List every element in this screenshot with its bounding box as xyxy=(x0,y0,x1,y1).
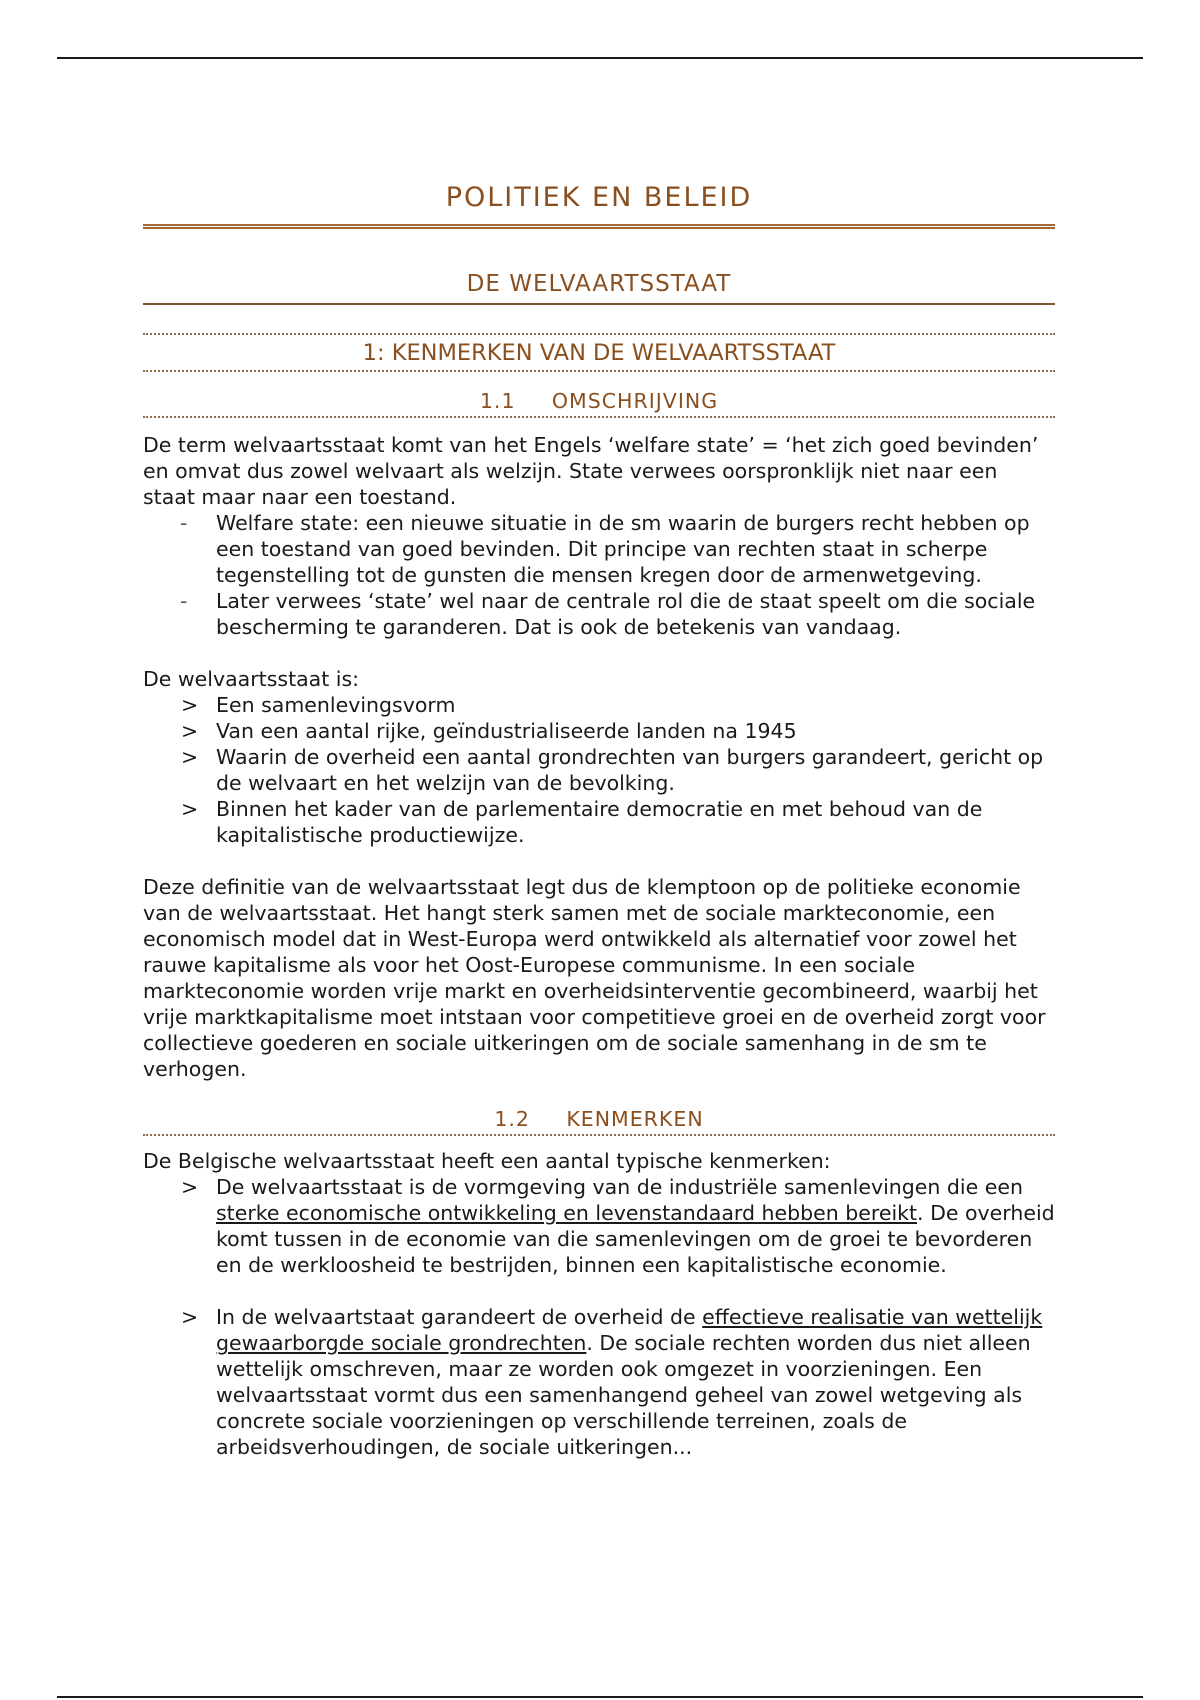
list-item: - Later verwees ‘state’ wel naar de centrale rol die de staat speelt om die sociale bescherming te garanderen. Dat is ook de betekenis van vandaag. xyxy=(180,589,1036,639)
definition-list xyxy=(143,692,1055,848)
section-number: 1.2 xyxy=(494,1107,530,1131)
section-heading-omschrijving xyxy=(143,388,1055,418)
arrow-bullet: > xyxy=(181,719,199,743)
list-item: > Waarin de overheid een aantal grondrechten van burgers garandeert, gericht op de welvaart en het welzijn van de bevolking. xyxy=(181,745,1044,795)
page-bottom-rule xyxy=(57,1696,1143,1698)
dash-bullet: - xyxy=(180,589,188,613)
section-heading-kenmerken xyxy=(143,1106,1055,1136)
document-title: POLITIEK EN BELEID xyxy=(143,180,1055,229)
list-item: > Een samenlevingsvorm xyxy=(181,693,456,717)
list-item: > Van een aantal rijke, geïndustrialiseerde landen na 1945 xyxy=(181,719,797,743)
dash-list xyxy=(143,510,1055,640)
document-body xyxy=(143,180,1055,1460)
document-subtitle: DE WELVAARTSSTAAT xyxy=(143,269,1055,305)
definition-lead: De welvaartsstaat is: xyxy=(143,667,360,691)
kenmerken-lead: De Belgische welvaartsstaat heeft een aantal typische kenmerken: xyxy=(143,1149,831,1173)
underlined-phrase: sterke economische ontwikkeling en levenstandaard hebben bereikt xyxy=(216,1201,918,1225)
arrow-bullet: > xyxy=(181,693,199,717)
section-title: OMSCHRIJVING xyxy=(551,389,719,413)
arrow-bullet: > xyxy=(181,1305,199,1329)
arrow-bullet: > xyxy=(181,1175,199,1199)
section-number: 1.1 xyxy=(479,389,516,413)
list-item: > De welvaartsstaat is de vormgeving van de industriële samenlevingen die een sterke economische ontwikkeling en levenstandaard hebben bereikt. De overheid komt tussen in de economie van die samenlevingen om de groei te bevorderen en de werkloosheid te bestrijden, binnen een kapitalistische economie. xyxy=(181,1175,1055,1277)
kenmerken-list xyxy=(143,1174,1055,1460)
page-top-rule xyxy=(57,57,1143,59)
section-title: KENMERKEN xyxy=(566,1107,704,1131)
definition-explanation: Deze definitie van de welvaartsstaat legt dus de klemptoon op de politieke economie van de welvaartsstaat. Het hangt sterk samen met de sociale markteconomie, een economisch model dat in West-Europa werd ontwikkeld als alternatief voor zowel het rauwe kapitalisme als voor het Oost-Europese communisme. In een sociale markteconomie worden vrije markt en overheidsinterventie gecombineerd, waarbij het vrije marktkapitalisme moet intstaan voor competitieve groei en de overheid zorgt voor collectieve goederen en sociale uitkeringen om de sociale samenhang in de sm te verhogen. xyxy=(143,875,1046,1081)
underlined-phrase: effectieve realisatie van wettelijk gewaarborgde sociale grondrechten xyxy=(216,1305,1043,1355)
list-item: > Binnen het kader van de parlementaire democratie en met behoud van de kapitalistische productiewijze. xyxy=(181,797,983,847)
list-item: - Welfare state: een nieuwe situatie in de sm waarin de burgers recht hebben op een toestand van goed bevinden. Dit principe van rechten staat in scherpe tegenstelling tot de gunsten die mensen kregen door de armenwetgeving. xyxy=(180,511,1030,587)
arrow-bullet: > xyxy=(181,797,199,821)
chapter-heading: 1: KENMERKEN VAN DE WELVAARTSSTAAT xyxy=(143,333,1055,372)
dash-bullet: - xyxy=(180,511,188,535)
intro-paragraph: De term welvaartsstaat komt van het Engels ‘welfare state’ = ‘het zich goed bevinden’ en omvat dus zowel welvaart als welzijn. State verwees oorspronklijk niet naar een staat maar naar een toestand. xyxy=(143,433,1039,509)
list-item: > In de welvaartstaat garandeert de overheid de effectieve realisatie van wettelijk gewaarborgde sociale grondrechten. De sociale rechten worden dus niet alleen wettelijk omschreven, maar ze worden ook omgezet in voorzieningen. Een welvaartsstaat vormt dus een samenhangend geheel van zowel wetgeving als concrete sociale voorzieningen op verschillende terreinen, zoals de arbeidsverhoudingen, de sociale uitkeringen... xyxy=(181,1305,1043,1459)
arrow-bullet: > xyxy=(181,745,199,769)
